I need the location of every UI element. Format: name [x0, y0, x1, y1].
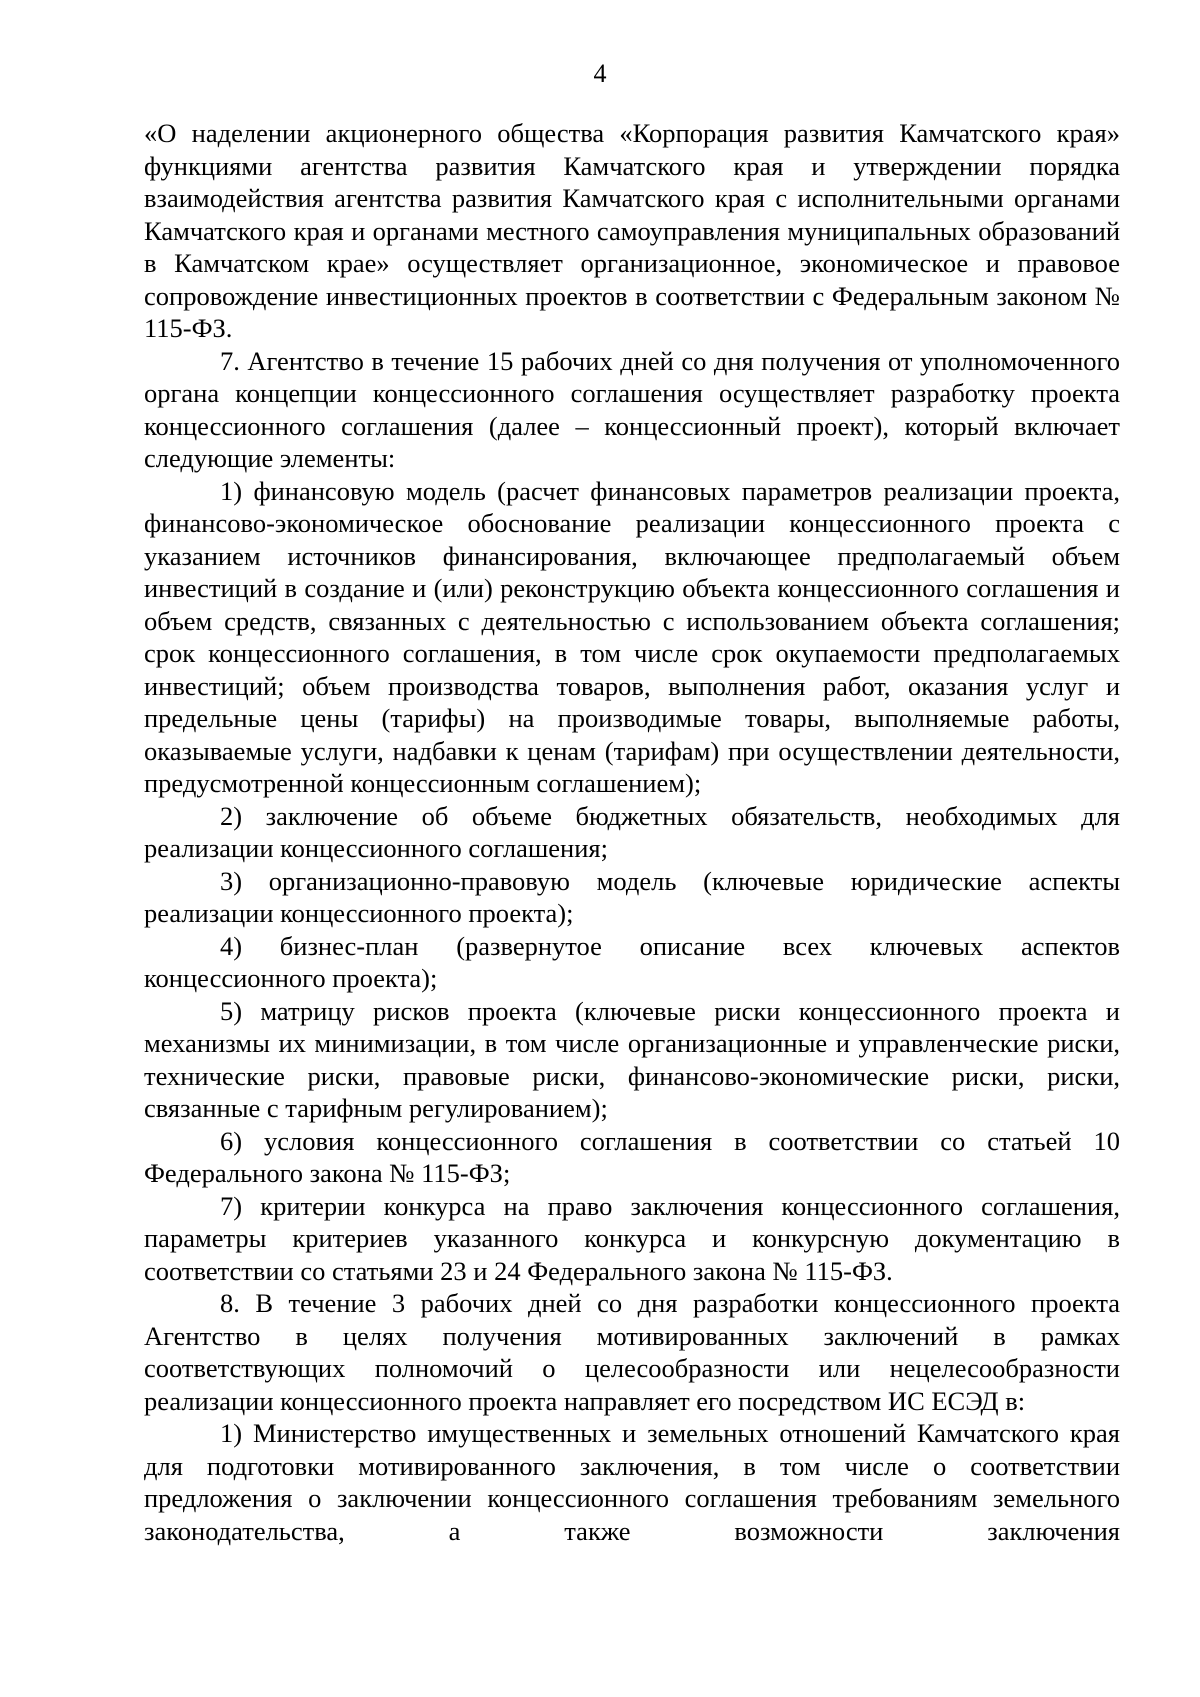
subitem-8-1: 1) Министерство имущественных и земельных отношений Камчатского края для подготовки мотивированного заключения, в том числе о соответствии предложения о заключении концессионного соглашения требованиям земельного законодательства, а также возможности заключения [144, 1418, 1120, 1546]
subitem-7-2: 2) заключение об объеме бюджетных обязательств, необходимых для реализации концессионного соглашения; [144, 800, 1120, 863]
subitem-7-4: 4) бизнес-план (развернутое описание всех ключевых аспектов концессионного проекта); [144, 930, 1120, 993]
subitem-7-6: 6) условия концессионного соглашения в соответствии со статьей 10 Федерального закона № 115-ФЗ; [144, 1125, 1120, 1188]
document-body [144, 117, 1120, 1547]
paragraph-1-continuation: «О наделении акционерного общества «Корпорация развития Камчатского края» функциями агентства развития Камчатского края и утверждении порядка взаимодействия агентства развития Камчатского края с исполнительными органами Камчатского края и органами местного самоуправления муниципальных образований в Камчатском крае» осуществляет организационное, экономическое и правовое сопровождение инвестиционных проектов в соответствии с Федеральным законом № 115-ФЗ. [144, 118, 1120, 343]
subitem-7-3: 3) организационно-правовую модель (ключевые юридические аспекты реализации концессионного проекта); [144, 865, 1120, 928]
subitem-7-7: 7) критерии конкурса на право заключения концессионного соглашения, параметры критериев указанного конкурса и конкурсную документацию в соответствии со статьями 23 и 24 Федерального закона № 115-ФЗ. [144, 1190, 1120, 1286]
page-number: 4 [593, 59, 607, 88]
paragraph-item-7: 7. Агентство в течение 15 рабочих дней со дня получения от уполномоченного органа концепции концессионного соглашения осуществляет разработку проекта концессионного соглашения (далее – концессионный проект), который включает следующие элементы: [144, 345, 1120, 473]
subitem-7-1: 1) финансовую модель (расчет финансовых параметров реализации проекта, финансово-экономическое обоснование реализации концессионного проекта с указанием источников финансирования, включающее предполагаемый объем инвестиций в создание и (или) реконструкцию объекта концессионного соглашения и объем средств, связанных с деятельностью с использованием объекта соглашения; срок концессионного соглашения, в том числе срок окупаемости предполагаемых инвестиций; объем производства товаров, выполнения работ, оказания услуг и предельные цены (тарифы) на производимые товары, выполняемые работы, оказываемые услуги, надбавки к ценам (тарифам) при осуществлении деятельности, предусмотренной концессионным соглашением); [144, 475, 1120, 798]
subitem-7-5: 5) матрицу рисков проекта (ключевые риски концессионного проекта и механизмы их минимизации, в том числе организационные и управленческие риски, технические риски, правовые риски, финансово-экономические риски, риски, связанные с тарифным регулированием); [144, 995, 1120, 1123]
paragraph-item-8: 8. В течение 3 рабочих дней со дня разработки концессионного проекта Агентство в целях получения мотивированных заключений в рамках соответствующих полномочий о целесообразности или нецелесообразности реализации концессионного проекта направляет его посредством ИС ЕСЭД в: [144, 1288, 1120, 1416]
